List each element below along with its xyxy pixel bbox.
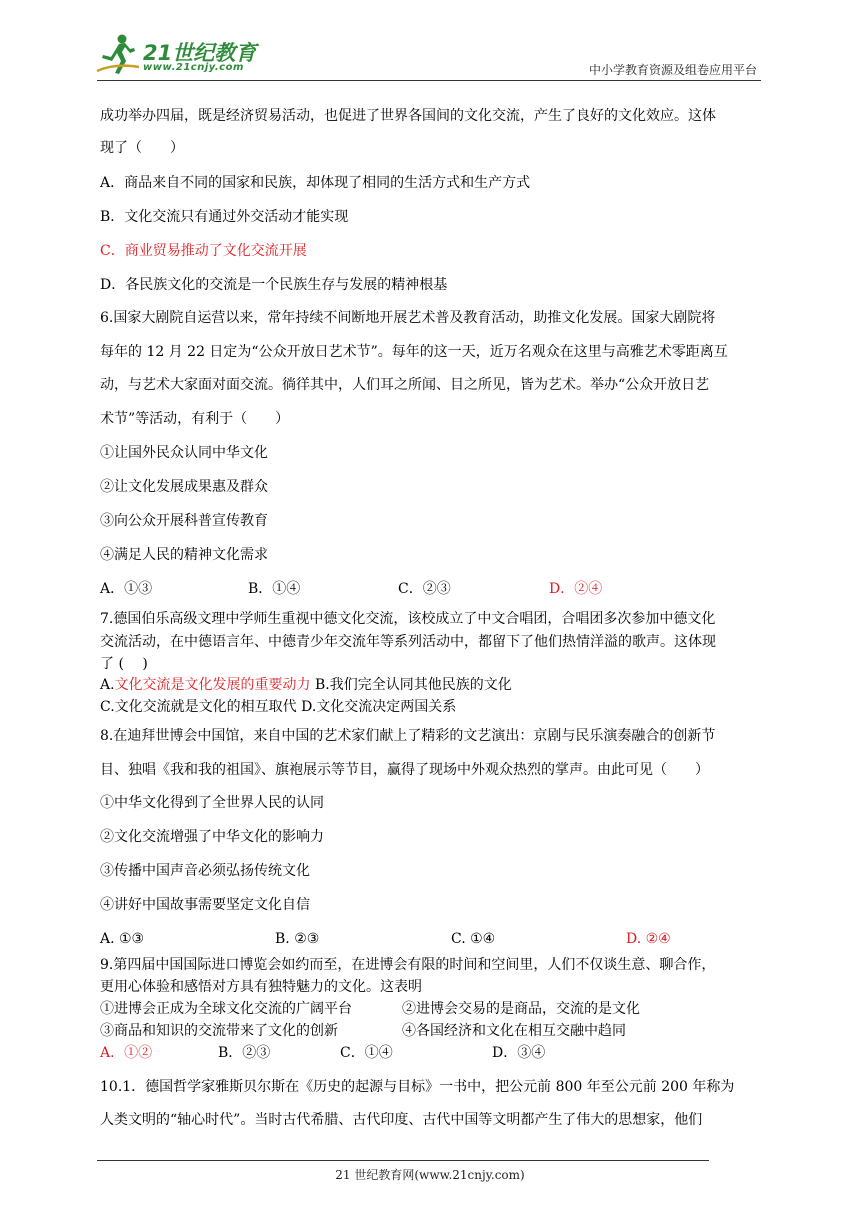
- q9-option-c: C．①④: [340, 1045, 393, 1061]
- q7-options-cd: C.文化交流就是文化的相互取代 D.文化交流决定两国关系: [100, 699, 457, 715]
- q6-option-c: C．②③: [398, 581, 451, 597]
- q8-option-c: C. ①④: [451, 931, 496, 947]
- q10-stem-line-1: 10.1．德国哲学家雅斯贝尔斯在《历史的起源与目标》一书中，把公元前 800 年至公元前 200 年称为: [100, 1079, 735, 1095]
- q6-stem-line-3: 动，与艺术大家面对面交流。徜徉其中，人们耳之所闻、目之所见，皆为艺术。举办“公众开放日艺: [100, 377, 710, 393]
- page-header: [0, 0, 860, 90]
- header-platform-name: 中小学教育资源及组卷应用平台: [588, 63, 757, 77]
- q6-item-2: ②让文化发展成果惠及群众: [100, 479, 268, 495]
- q5-stem-line-2: 现了（ ）: [100, 140, 184, 156]
- q7-options-ab: [100, 675, 512, 695]
- q6-item-3: ③向公众开展科普宣传教育: [100, 513, 268, 529]
- q7-option-b: B.我们完全认同其他民族的文化: [310, 677, 512, 693]
- q9-item-4: ④各国经济和文化在相互交融中趋同: [402, 1023, 626, 1039]
- q6-stem-line-4: 术节”等活动，有利于（ ）: [100, 411, 290, 427]
- q8-item-1: ①中华文化得到了全世界人民的认同: [100, 795, 324, 811]
- q8-stem-line-1: 8.在迪拜世博会中国馆，来自中国的艺术家们献上了精彩的文艺演出：京剧与民乐演奏融合的创新节: [100, 728, 716, 744]
- q8-item-4: ④讲好中国故事需要坚定文化自信: [100, 897, 310, 913]
- q9-option-a-answer: A．①②: [100, 1045, 153, 1061]
- q5-option-d: D．各民族文化的交流是一个民族生存与发展的精神根基: [100, 277, 448, 293]
- q5-option-a: A．商品来自不同的国家和民族，却体现了相同的生活方式和生产方式: [100, 175, 531, 191]
- logo-title: 21世纪教育: [143, 41, 257, 65]
- q9-item-1: ①进博会正成为全球文化交流的广阔平台: [100, 1001, 352, 1017]
- q6-option-d-answer: D．②④: [549, 581, 603, 597]
- running-figure-icon: [95, 33, 141, 77]
- q10-stem-line-2: 人类文明的“轴心时代”。当时古代希腊、古代印度、古代中国等文明都产生了伟大的思想家，他们: [100, 1112, 703, 1128]
- q5-stem-line-1: 成功举办四届，既是经济贸易活动，也促进了世界各国间的文化交流，产生了良好的文化效应。这体: [100, 108, 716, 124]
- q8-option-b: B. ②③: [275, 931, 320, 947]
- q6-stem-line-1: 6.国家大剧院自运营以来，常年持续不间断地开展艺术普及教育活动，助推文化发展。国家大剧院将: [100, 310, 716, 326]
- q7-stem-line-1: 7.德国伯乐高级文理中学师生重视中德文化交流，该校成立了中文合唱团，合唱团多次参加中德文化: [100, 611, 716, 627]
- q5-option-b: B．文化交流只有通过外交活动才能实现: [100, 209, 349, 225]
- header-divider: [97, 80, 761, 81]
- q8-option-d-answer: D. ②④: [626, 931, 671, 947]
- q6-option-b: B．①④: [248, 581, 301, 597]
- logo: [95, 33, 265, 79]
- q9-stem-line-2: 更用心体验和感悟对方具有独特魅力的文化。这表明: [100, 979, 422, 995]
- q8-stem-line-2: 目、独唱《我和我的祖国》、旗袍展示等节目，赢得了现场中外观众热烈的掌声。由此可见（ ）: [100, 762, 709, 778]
- logo-url: www.21cnjy.com: [143, 62, 244, 73]
- q7-stem-line-2: 交流活动，在中德语言年、中德青少年交流年等系列活动中，都留下了他们热情洋溢的歌声。这体现: [100, 634, 716, 650]
- q6-option-a: A．①③: [100, 581, 153, 597]
- q9-item-2: ②进博会交易的是商品，交流的是文化: [402, 1001, 640, 1017]
- page-footer: 21 世纪教育网(www.21cnjy.com): [335, 1168, 525, 1182]
- q6-stem-line-2: 每年的 12 月 22 日定为“公众开放日艺术节”。每年的这一天，近万名观众在这里与高雅艺术零距离互: [100, 344, 728, 360]
- q9-stem-line-1: 9.第四届中国国际进口博览会如约而至，在进博会有限的时间和空间里，人们不仅谈生意、聊合作，: [100, 957, 716, 973]
- q8-option-a: A. ①③: [100, 931, 145, 947]
- q8-item-2: ②文化交流增强了中华文化的影响力: [100, 829, 324, 845]
- footer-divider: [97, 1160, 709, 1161]
- q6-item-1: ①让国外民众认同中华文化: [100, 445, 268, 461]
- q7-option-a-label: A.: [100, 677, 115, 693]
- q7-stem-line-3: 了 ( ): [100, 656, 148, 672]
- q9-item-3: ③商品和知识的交流带来了文化的创新: [100, 1023, 338, 1039]
- q7-option-a-answer: 文化交流是文化发展的重要动力: [114, 677, 311, 693]
- q8-item-3: ③传播中国声音必须弘扬传统文化: [100, 863, 310, 879]
- q9-option-d: D．③④: [492, 1045, 546, 1061]
- q9-option-b: B．②③: [218, 1045, 271, 1061]
- q5-option-c-answer: C．商业贸易推动了文化交流开展: [100, 243, 307, 259]
- q6-item-4: ④满足人民的精神文化需求: [100, 547, 268, 563]
